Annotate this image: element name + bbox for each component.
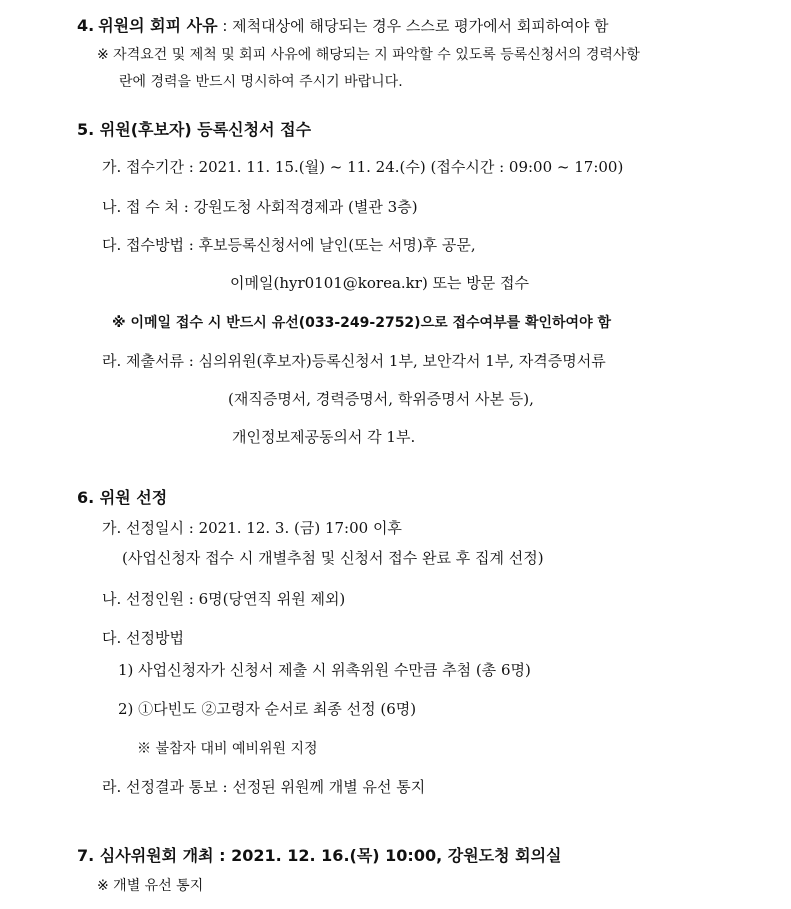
section-5-item-c-line1: 다. 접수방법 : 후보등록신청서에 날인(또는 서명)후 공문, (102, 236, 476, 254)
section-5-item-c-line2: 이메일(hyr0101@korea.kr) 또는 방문 접수 (230, 274, 530, 292)
section-7-heading: 7. 심사위원회 개최 : 2021. 12. 16.(목) 10:00, 강원도청 회의실 (77, 846, 562, 865)
section-5-item-b: 나. 접 수 처 : 강원도청 사회적경제과 (별관 3층) (102, 198, 418, 216)
section-6-reserve-note: ※ 불참자 대비 예비위원 지정 (137, 741, 318, 757)
section-5-item-a: 가. 접수기간 : 2021. 11. 15.(월) ~ 11. 24.(수) (접수시간 : 09:00 ~ 17:00) (102, 158, 624, 176)
section-5-heading: 5. 위원(후보자) 등록신청서 접수 (77, 120, 312, 139)
section-6-item-a-line2: (사업신청자 접수 시 개별추첨 및 신청서 접수 완료 후 집계 선정) (122, 549, 544, 567)
section-6-item-d: 라. 선정결과 통보 : 선정된 위원께 개별 유선 통지 (102, 778, 426, 796)
section-7-note: ※ 개별 유선 통지 (97, 878, 204, 894)
section-6-item-c-sub2: 2) ①다빈도 ②고령자 순서로 최종 선정 (6명) (118, 700, 417, 718)
section-6-item-c-sub1: 1) 사업신청자가 신청서 제출 시 위촉위원 수만큼 추첨 (총 6명) (118, 661, 531, 679)
section-5-item-d-line2: (재직증명서, 경력증명서, 학위증명서 사본 등), (228, 390, 534, 408)
section-6-item-a-line1: 가. 선정일시 : 2021. 12. 3. (금) 17:00 이후 (102, 519, 402, 537)
section-4-title: 위원의 회피 사유 (98, 16, 218, 35)
section-4-note-line1: ※ 자격요건 및 제척 및 회피 사유에 해당되는 지 파악할 수 있도록 등록신청서의 경력사항 (97, 47, 640, 63)
section-4-note-line2: 란에 경력을 반드시 명시하여 주시기 바랍니다. (119, 74, 403, 90)
section-5-email-notice: ※ 이메일 접수 시 반드시 유선(033-249-2752)으로 접수여부를 확인하여야 함 (112, 315, 612, 331)
section-5-item-d-line1: 라. 제출서류 : 심의위원(후보자)등록신청서 1부, 보안각서 1부, 자격증명서류 (102, 352, 606, 370)
section-6-item-c: 다. 선정방법 (102, 629, 184, 647)
section-6-heading: 6. 위원 선정 (77, 488, 168, 507)
section-6-item-b: 나. 선정인원 : 6명(당연직 위원 제외) (102, 590, 346, 608)
section-4-heading (77, 13, 609, 36)
section-4-description: : 제척대상에 해당되는 경우 스스로 평가에서 회피하여야 함 (217, 17, 609, 35)
section-5-item-d-line3: 개인정보제공동의서 각 1부. (232, 428, 416, 446)
section-4-number: 4. (77, 16, 95, 35)
